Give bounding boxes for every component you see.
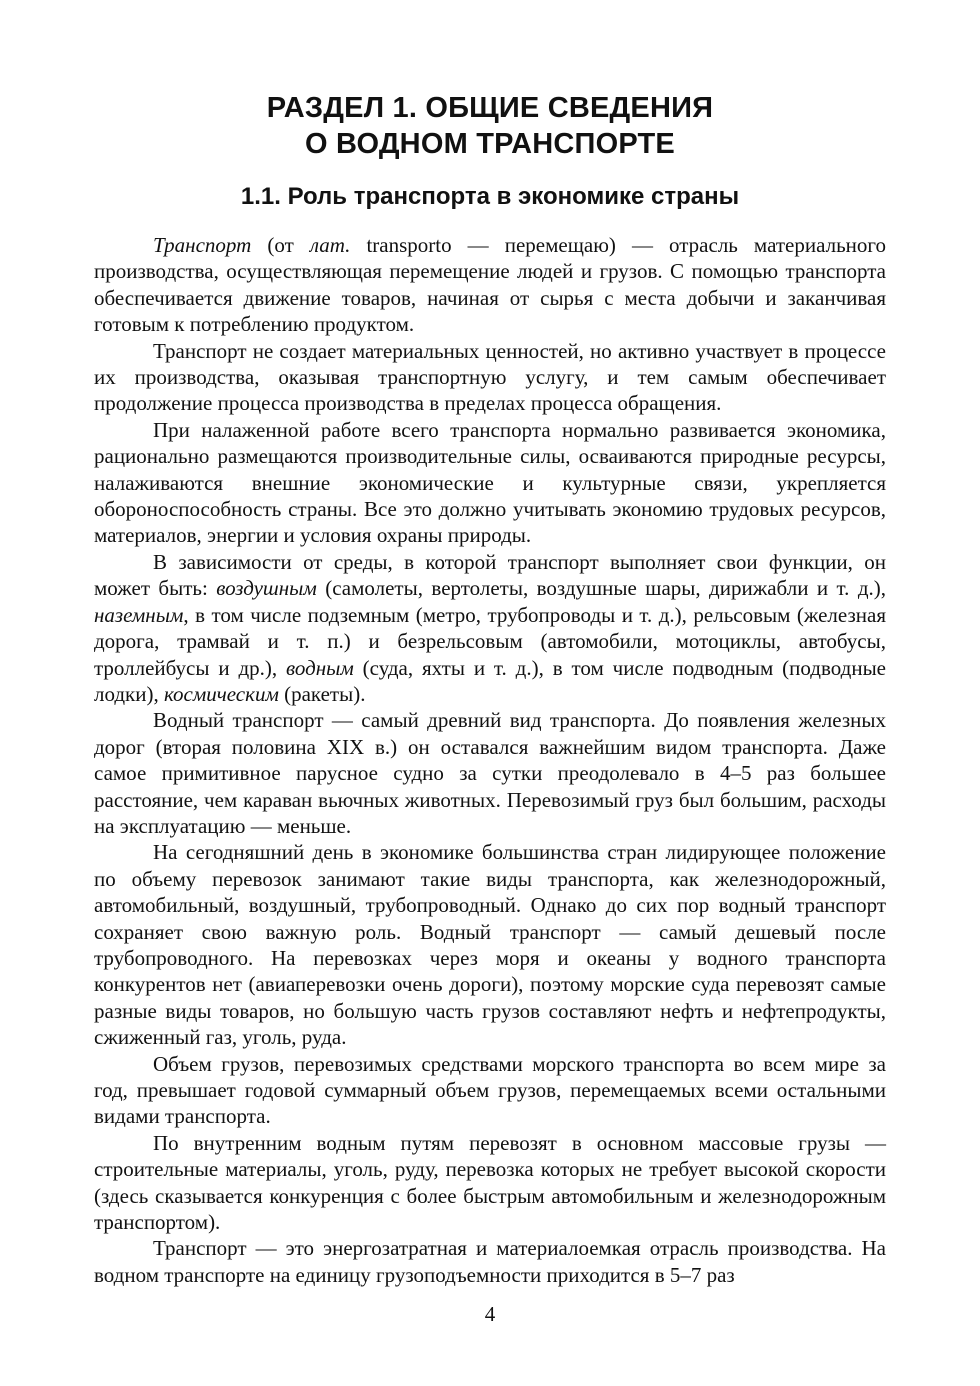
term-space: космическим bbox=[164, 681, 279, 706]
section-title-line2: О ВОДНОМ ТРАНСПОРТЕ bbox=[305, 128, 675, 160]
paragraph-4-text-b: (самолеты, вертолеты, воздушные шары, дирижабли и т. д.), bbox=[316, 576, 886, 601]
paragraph-5: Водный транспорт — самый древний вид транспорта. До появления железных дорог (вторая половина XIX в.) он оставался важнейшим видом транспорта. Даже самое примитивное парусное судно за сутки преодолевало в 4–5 раз большее расстояние, чем караван вьючных животных. Перевозимый груз был большим, расходы на эксплуатацию — меньше. bbox=[94, 708, 886, 838]
paragraph-7: Объем грузов, перевозимых средствами морского транспорта во всем мире за год, превышает годовой суммарный объем грузов, перемещаемых всеми остальными видами транспорта. bbox=[94, 1051, 886, 1129]
subsection-title: 1.1. Роль транспорта в экономике страны bbox=[240, 183, 740, 210]
paragraph-1-text-a: (от bbox=[251, 233, 310, 257]
paragraph-2: Транспорт не создает материальных ценностей, но активно участвует в процессе их производства, оказывая транспортную услугу, и тем самым обеспечивает продолжение процесса производства в пределах процесса обращения. bbox=[94, 338, 886, 416]
body-text bbox=[94, 232, 886, 1288]
paragraph-1-text-b: transporto — перемещаю) — отрасль материального производства, осуществляющая перемещение людей и грузов. С помощью транспорта обеспечивается движение товаров, начиная от сырья с места добычи и заканчивая готовым к потреблению продуктом. bbox=[94, 233, 886, 337]
paragraph-4-text-c: , в том числе подземным (метро, трубопроводы и т. д.), рельсовым (железная дорога, трамвай и т. п.) и безрельсовым (автомобили, мотоциклы, автобусы, троллейбусы и др.), bbox=[94, 602, 886, 680]
paragraph-1 bbox=[94, 232, 886, 338]
paragraph-4-text-d: (суда, яхты и т. д.), в том числе подводным (подводные лодки), bbox=[94, 655, 886, 706]
term-ground: наземным bbox=[94, 602, 184, 627]
paragraph-8: По внутренним водным путям перевозят в основном массовые грузы — строительные материалы, уголь, руду, перевозка которых не требует высокой скорости (здесь сказывается конкуренция с более быстрым автомобильным и железнодорожным транспортом). bbox=[94, 1130, 886, 1235]
paragraph-3: При налаженной работе всего транспорта нормально развивается экономика, рационально размещаются производительные силы, осваиваются природные ресурсы, налаживаются внешние экономические и культурные связи, укрепляется обороноспособность страны. Все это должно учитывать экономию трудовых ресурсов, материалов, энергии и условия охраны природы. bbox=[94, 417, 886, 548]
term-air: воздушным bbox=[216, 576, 317, 601]
paragraph-4-text-e: (ракеты). bbox=[278, 681, 366, 706]
term-transport: Транспорт bbox=[153, 233, 252, 257]
abbr-lat: лат. bbox=[309, 233, 351, 257]
page-number: 4 bbox=[484, 1302, 496, 1326]
paragraph-9: Транспорт — это энергозатратная и материалоемкая отрасль производства. На водном транспорте на единицу грузоподъемности приходится в 5–7 раз bbox=[94, 1236, 886, 1287]
section-title bbox=[94, 90, 886, 162]
paragraph-4 bbox=[94, 549, 886, 707]
paragraph-6: На сегодняшний день в экономике большинства стран лидирующее положение по объему перевозок занимают такие виды транспорта, как железнодорожный, автомобильный, воздушный, трубопроводный. Однако до сих пор водный транспорт сохраняет свою важную роль. Водный транспорт — самый дешевый после трубопроводного. На перевозках через моря и океаны у водного транспорта конкурентов нет (авиаперевозки очень дороги), поэтому морские суда перевозят самые разные виды товаров, но большую часть грузов составляют нефть и нефтепродукты, сжиженный газ, уголь, руда. bbox=[94, 840, 886, 1050]
section-title-line1: РАЗДЕЛ 1. ОБЩИЕ СВЕДЕНИЯ bbox=[266, 92, 714, 124]
paragraph-4-text-a: В зависимости от среды, в которой транспорт выполняет свои функции, он может быть: bbox=[94, 549, 886, 601]
term-water: водным bbox=[286, 655, 354, 680]
